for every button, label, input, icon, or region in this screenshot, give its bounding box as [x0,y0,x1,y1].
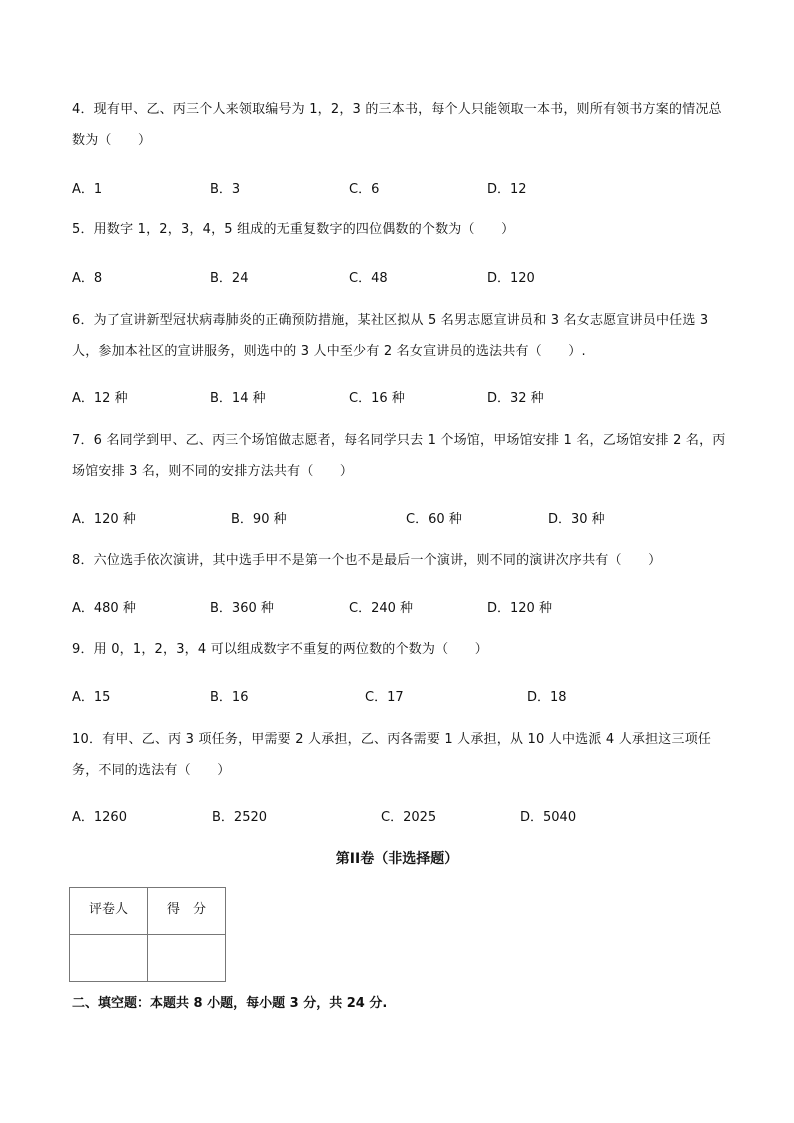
option-a: A．8 [72,271,103,286]
option-b: B．2520 [212,810,268,825]
question-7-options [72,508,732,528]
question-9-options [72,686,732,706]
question-4-options [72,178,732,198]
score-header: 得 分 [148,888,226,935]
question-8-options [72,597,732,617]
part-heading: 二、填空题：本题共 8 小题，每小题 3 分，共 24 分. [72,996,388,1011]
option-c: C．16 种 [349,391,405,406]
option-b: B．16 [210,690,249,705]
option-b: B．24 [210,271,249,286]
option-a: A．1 [72,182,103,197]
question-10-options [72,806,732,826]
question-9: 9．用 0，1，2，3，4 可以组成数字不重复的两位数的个数为（ ） [72,642,488,657]
option-c: C．240 种 [349,601,414,616]
option-b: B．14 种 [210,391,266,406]
section-title: 第II卷（非选择题） [335,851,459,867]
option-d: D．18 [527,690,567,705]
question-5-options [72,267,732,287]
score-cell[interactable] [148,935,226,982]
option-b: B．360 种 [210,601,274,616]
option-b: B．3 [210,182,241,197]
option-a: A．480 种 [72,601,136,616]
option-a: A．15 [72,690,111,705]
option-a: A．120 种 [72,512,136,527]
option-c: C．60 种 [406,512,462,527]
question-4: 4．现有甲、乙、丙三个人来领取编号为 1，2，3 的三本书，每个人只能领取一本书，则所有领书方案的情况总数为（ ） [72,102,722,148]
grader-header: 评卷人 [70,888,148,935]
question-7: 7．6 名同学到甲、乙、丙三个场馆做志愿者，每名同学只去 1 个场馆，甲场馆安排 1 名，乙场馆安排 2 名，丙场馆安排 3 名，则不同的安排方法共有（ ） [72,433,726,479]
option-d: D．120 种 [487,601,552,616]
grader-table [69,887,226,982]
question-6-options [72,387,732,407]
option-a: A．12 种 [72,391,128,406]
option-d: D．32 种 [487,391,544,406]
option-d: D．12 [487,182,527,197]
option-c: C．2025 [381,810,437,825]
option-d: D．5040 [520,810,577,825]
question-8: 8．六位选手依次演讲，其中选手甲不是第一个也不是最后一个演讲，则不同的演讲次序共有（ ） [72,553,662,568]
option-b: B．90 种 [231,512,287,527]
question-10: 10．有甲、乙、丙 3 项任务，甲需要 2 人承担，乙、丙各需要 1 人承担，从 10 人中选派 4 人承担这三项任务，不同的选法有（ ） [72,732,712,778]
question-6: 6．为了宣讲新型冠状病毒肺炎的正确预防措施，某社区拟从 5 名男志愿宣讲员和 3 名女志愿宣讲员中任选 3 人，参加本社区的宣讲服务，则选中的 3 人中至少有 2 名女宣讲员的选法共有（ ）. [72,313,709,359]
option-d: D．30 种 [548,512,605,527]
option-c: C．48 [349,271,388,286]
option-c: C．17 [365,690,404,705]
option-a: A．1260 [72,810,127,825]
option-c: C．6 [349,182,380,197]
option-d: D．120 [487,271,535,286]
grader-cell[interactable] [70,935,148,982]
question-5: 5．用数字 1，2，3，4，5 组成的无重复数字的四位偶数的个数为（ ） [72,222,515,237]
